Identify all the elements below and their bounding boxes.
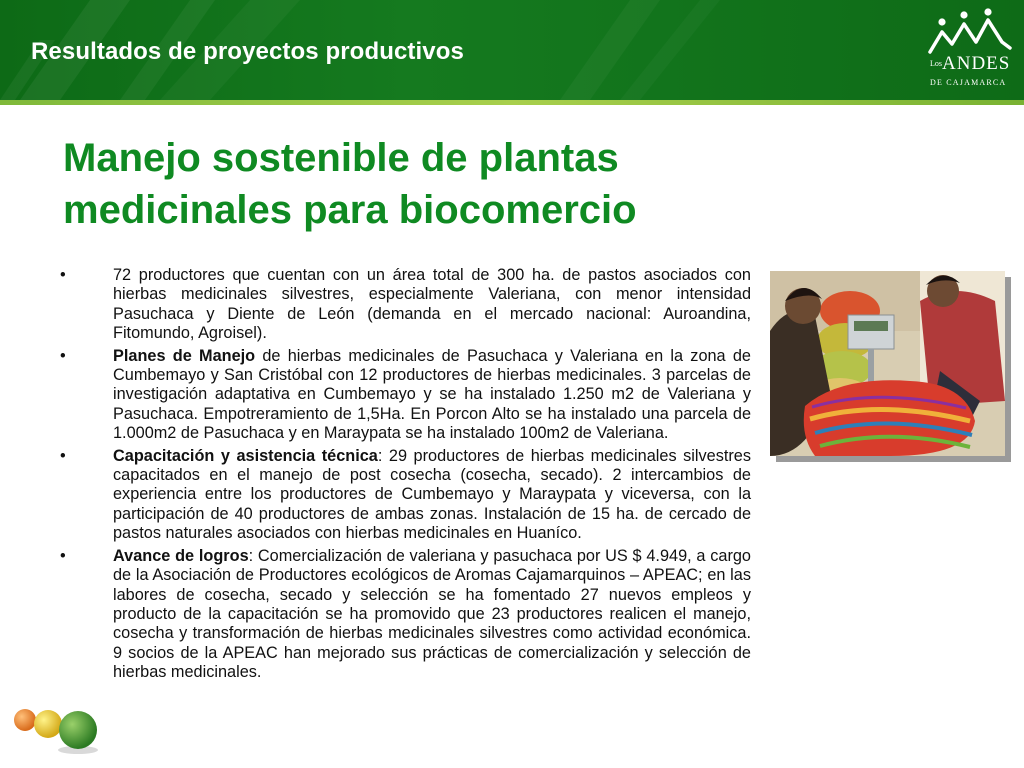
slide-title: Manejo sostenible de plantas medicinales para biocomercio (63, 136, 637, 232)
header-title: Resultados de proyectos productivos (31, 38, 464, 65)
decorative-balls-icon (10, 702, 110, 758)
bullet-item (57, 266, 751, 344)
bullet-item (57, 547, 751, 683)
bullet-text: de hierbas medicinales de Pasuchaca y Valeriana en la zona de Cumbemayo y San Cristóbal con 12 productores de hierbas medicinales. 3 parcelas de investigación adaptativa en Cumbemayo y se ha instalado 1.250 m2 de Valeriana y Pasuchaca. Empotreramiento de 1,5Ha. En Porcon Alto se ha instalado una parcela de 1.000m2 de Pasuchaca y en Maraypata se ha instalado 100m2 de Valeriana. (113, 346, 751, 443)
logo-subtitle-text: DE CAJAMARCA (930, 78, 1007, 87)
bullet-text: : Comercialización de valeriana y pasuchaca por US $ 4.949, a cargo de la Asociación de Productores ecológicos de Aromas Cajamarquinos – APEAC; en las labores de cosecha, secado y selección se ha fomentado 27 nuevos empleos y producto de la capacitación se ha promovido que 23 productores realicen el manejo, cosecha y transformación de hierbas medicinales silvestres como actividad económica. 9 socios de la APEAC han mejorado sus prácticas de comercialización y selección de hierbas medicinales. (113, 546, 751, 682)
bullet-item (57, 447, 751, 544)
bullet-list (57, 266, 751, 686)
bullet-item (57, 347, 751, 444)
bullet-text: 72 productores que cuentan con un área total de 300 ha. de pastos asociados con hierbas medicinales silvestres, especialmente Valeriana, con menor intensidad Pasuchaca y Diente de León (demanda en el mercado nacional: Auroandina, Fitomundo, Agroisel). (113, 266, 751, 343)
header-accent-line (0, 100, 1024, 105)
producers-weighing-photo (770, 271, 1005, 456)
bullet-marker: • (60, 546, 66, 565)
bullet-marker: • (60, 446, 66, 465)
mountains-people-icon (926, 8, 1014, 54)
logo-los-text: Los (930, 59, 942, 68)
bullet-text: : 29 productores de hierbas medicinales silvestres capacitados en el manejo de post cosecha (cosecha, secado). 2 intercambios de experiencia entre los productores de Cumbemayo y Maraypata y viceversa, con la participación de 40 productores de ambas zonas. Instalación de 15 ha. de cercado de pastos naturales asociados con hierbas medicinales en Huaníco. (113, 446, 751, 543)
header-bar (0, 0, 1024, 100)
los-andes-logo (926, 8, 1014, 92)
bullet-marker: • (60, 266, 66, 284)
bullet-bold-lead: Avance de logros (113, 546, 249, 565)
bullet-marker: • (60, 346, 66, 365)
logo-brand-text: ANDES (942, 53, 1011, 74)
bullet-bold-lead: Capacitación y asistencia técnica (113, 446, 378, 465)
bullet-bold-lead: Planes de Manejo (113, 346, 256, 365)
